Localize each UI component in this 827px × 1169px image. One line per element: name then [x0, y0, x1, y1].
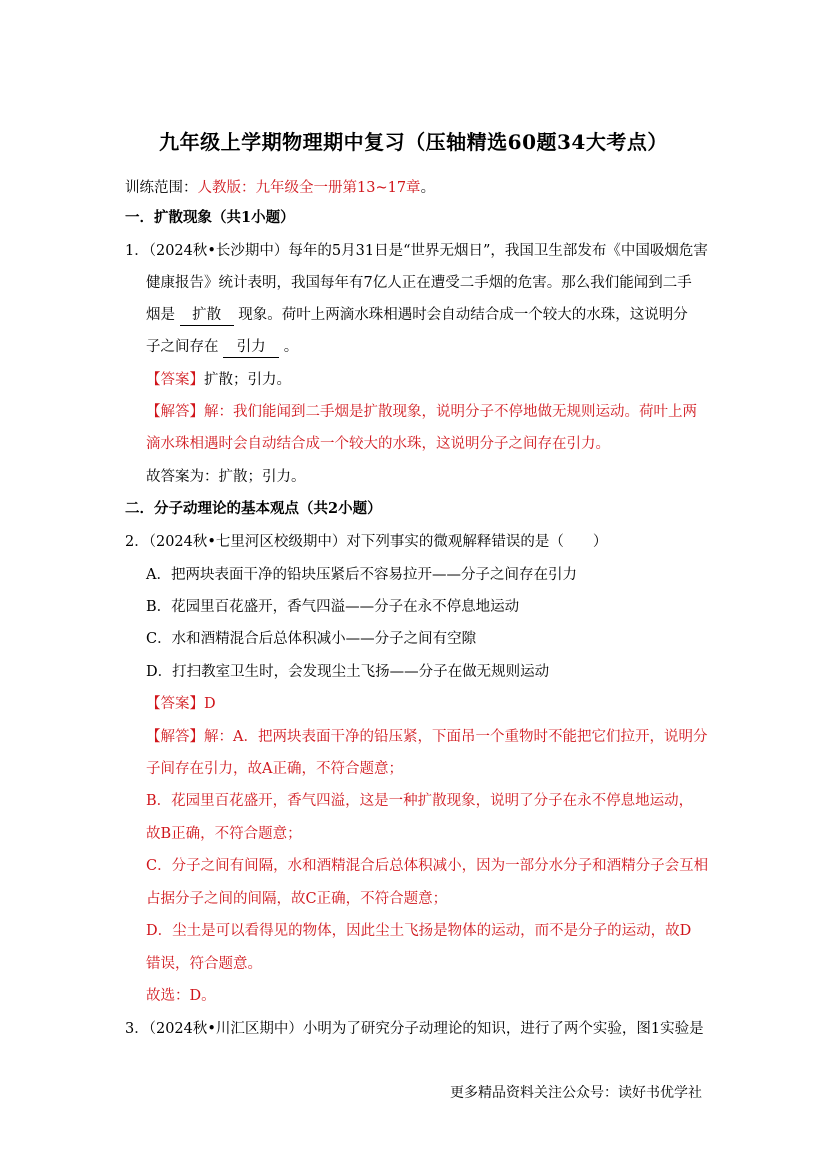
q2-analysis-d-line1: D．尘土是可以看得见的物体，因此尘土飞扬是物体的运动，而不是分子的运动，故D — [146, 923, 692, 939]
q1-line4-post: 。 — [283, 339, 299, 355]
q2-analysis-c-line1: C．分子之间有间隔，水和酒精混合后总体积减小，因为一部分水分子和酒精分子会互相 — [146, 858, 709, 874]
q1-stem-line2: 健康报告》统计表明，我国每年有7亿人正在遭受二手烟的危害。那么我们能闻到二手 — [146, 275, 692, 291]
q2-analysis-tag: 【解答】 — [146, 729, 204, 745]
q2-analysis-a-line2: 子间存在引力，故A正确，不符合题意； — [146, 761, 403, 777]
q1-answer-tag: 【答案】 — [146, 372, 204, 388]
q1-answer — [146, 370, 291, 390]
q2-conclusion: 故选：D。 — [146, 988, 216, 1004]
q1-analysis-tag: 【解答】 — [146, 404, 204, 420]
q1-stem-line3 — [146, 305, 688, 326]
q1-analysis-line2: 滴水珠相遇时会自动结合成一个较大的水珠，这说明分子之间存在引力。 — [146, 436, 610, 452]
q2-analysis-c-line2: 占据分子之间的间隔，故C正确，不符合题意； — [146, 891, 448, 907]
q2-option-a: A．把两块表面干净的铅块压紧后不容易拉开——分子之间存在引力 — [146, 567, 577, 583]
q2-answer-tag: 【答案】 — [146, 696, 204, 712]
q1-line3-post: 现象。荷叶上两滴水珠相遇时会自动结合成一个较大的水珠，这说明分 — [238, 307, 688, 323]
q3-stem: 3．（2024秋•川汇区期中）小明为了研究分子动理论的知识，进行了两个实验，图1实验是 — [125, 1021, 704, 1037]
q1-stem-line1: 1．（2024秋•长沙期中）每年的5月31日是“世界无烟日”，我国卫生部发布《中国吸烟危害 — [125, 243, 708, 259]
q2-answer-text: D — [204, 696, 216, 712]
section-heading-molecular-theory: 二．分子动理论的基本观点（共2小题） — [125, 500, 382, 517]
q2-option-d: D．打扫教室卫生时，会发现尘土飞扬——分子在做无规则运动 — [146, 664, 550, 680]
q1-conclusion: 故答案为：扩散；引力。 — [146, 469, 306, 485]
scope-label: 训练范围： — [125, 180, 198, 196]
document-title: 九年级上学期物理期中复习（压轴精选60题34大考点） — [159, 130, 668, 154]
q1-line3-pre: 烟是 — [146, 307, 175, 323]
q2-analysis-a1: 解：A．把两块表面干净的铅压紧，下面吊一个重物时不能把它们拉开，说明分 — [204, 729, 708, 745]
q2-answer — [146, 694, 216, 714]
scope-value: 人教版：九年级全一册第13~17章 — [197, 180, 421, 196]
q1-answer-text: 扩散；引力。 — [204, 372, 291, 388]
q1-analysis-line1 — [146, 402, 697, 422]
q1-blank-2: 引力 — [223, 337, 279, 358]
q2-analysis-b-line1: B．花园里百花盛开，香气四溢，这是一种扩散现象，说明了分子在永不停息地运动， — [146, 793, 694, 809]
q2-option-b: B．花园里百花盛开，香气四溢——分子在永不停息地运动 — [146, 599, 520, 615]
q1-blank-1: 扩散 — [180, 305, 234, 326]
section-heading-diffusion: 一．扩散现象（共1小题） — [125, 209, 295, 226]
q2-analysis-a-line1 — [146, 727, 707, 747]
q1-line4-pre: 子之间存在 — [146, 339, 219, 355]
q2-analysis-b-line2: 故B正确，不符合题意； — [146, 826, 302, 842]
q2-stem: 2．（2024秋•七里河区校级期中）对下列事实的微观解释错误的是（ ） — [125, 534, 608, 550]
q1-stem-line4 — [146, 337, 298, 358]
training-scope — [125, 178, 435, 198]
q2-analysis-d-line2: 错误，符合题意。 — [146, 956, 262, 972]
page-footer: 更多精品资料关注公众号：读好书优学社 — [450, 1085, 702, 1101]
q1-analysis-text1: 解：我们能闻到二手烟是扩散现象，说明分子不停地做无规则运动。荷叶上两 — [204, 404, 697, 420]
scope-end: 。 — [420, 180, 436, 196]
q2-option-c: C．水和酒精混合后总体积减小——分子之间有空隙 — [146, 631, 477, 647]
